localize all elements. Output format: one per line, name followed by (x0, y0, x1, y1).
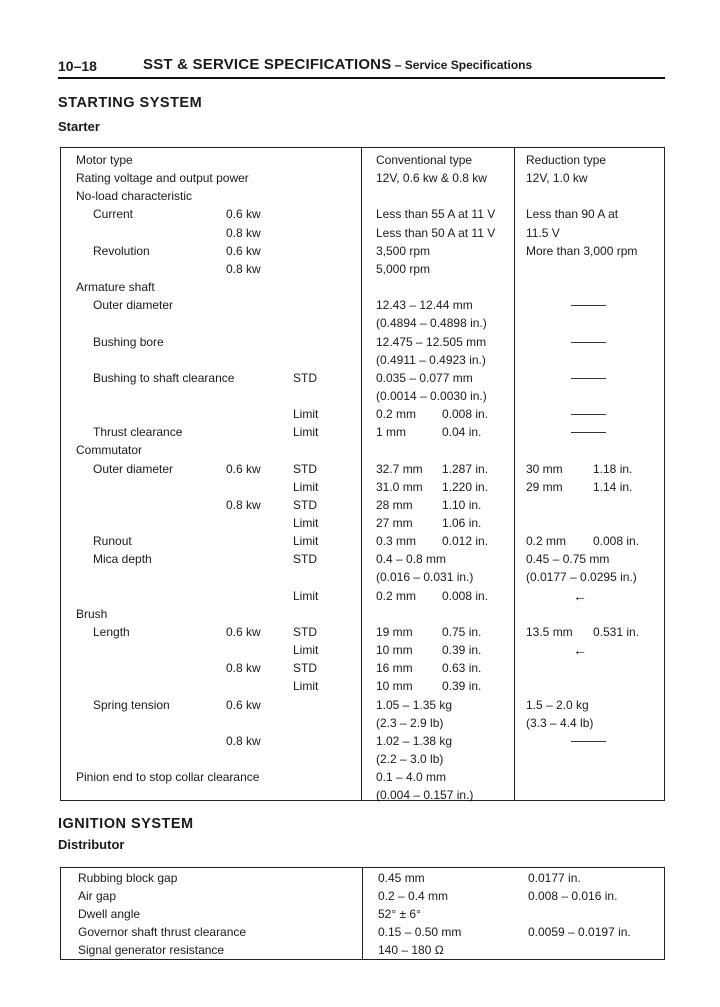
spec-label: No-load characteristic (76, 189, 193, 204)
conventional-imperial: 0.39 in. (442, 679, 482, 694)
page-number: 10–18 (58, 58, 97, 74)
spec-label: Pinion end to stop collar clearance (76, 770, 260, 785)
spec-label: Outer diameter (93, 298, 174, 313)
reduction-value: Reduction type (526, 153, 607, 167)
conventional-value: 3,500 rpm (376, 243, 431, 258)
table-divider (362, 867, 363, 960)
reduction-value: (0.0177 – 0.0295 in.) (526, 570, 637, 585)
reduction-imperial: 1.14 in. (593, 479, 633, 494)
metric-value: 0.15 – 0.50 mm (378, 925, 462, 939)
spec-label: Air gap (78, 889, 117, 903)
reduction-value: 11.5 V (526, 225, 560, 240)
metric-value: 0.45 mm (378, 871, 425, 885)
spec-label: Runout (93, 534, 132, 549)
output-rating: 0.6 kw (226, 697, 261, 712)
conventional-imperial: 0.04 in. (442, 425, 482, 440)
std-limit: STD (293, 661, 317, 676)
conventional-value: 19 mm (376, 624, 413, 639)
starter-subheading: Starter (58, 119, 100, 134)
same-as-above-arrow-icon: ← (573, 642, 587, 659)
imperial-value: 0.0059 – 0.0197 in. (528, 925, 631, 939)
conventional-value: 0.2 mm (376, 588, 417, 603)
distributor-subheading: Distributor (58, 837, 125, 852)
metric-value: 52° ± 6° (378, 907, 421, 921)
reduction-value: 13.5 mm (526, 624, 573, 639)
output-rating: 0.6 kw (226, 243, 261, 258)
spec-label: Bushing to shaft clearance (93, 370, 235, 385)
conventional-value: (2.3 – 2.9 lb) (376, 715, 444, 730)
reduction-value: 0.45 – 0.75 mm (526, 552, 610, 567)
output-rating: 0.6 kw (226, 624, 261, 639)
conventional-value: 31.0 mm (376, 479, 423, 494)
conventional-value: Less than 55 A at 11 V (376, 207, 496, 222)
std-limit: Limit (293, 679, 319, 694)
conventional-value: (0.0014 – 0.0030 in.) (376, 388, 487, 403)
imperial-value: 0.0177 in. (528, 871, 581, 885)
ignition-system-heading: IGNITION SYSTEM (58, 816, 194, 832)
header-title-text: SST & SERVICE SPECIFICATIONS (143, 56, 392, 73)
output-rating: 0.8 kw (226, 261, 261, 276)
reduction-value: 29 mm (526, 479, 563, 494)
conventional-imperial: 0.75 in. (442, 624, 482, 639)
conventional-imperial: 0.008 in. (442, 407, 489, 422)
conventional-value: 12.43 – 12.44 mm (376, 298, 473, 313)
reduction-imperial: 0.531 in. (593, 624, 640, 639)
reduction-value: 30 mm (526, 461, 563, 476)
reduction-value: More than 3,000 rpm (526, 243, 638, 258)
spec-label: Commutator (76, 443, 143, 458)
conventional-value: 32.7 mm (376, 461, 423, 476)
conventional-value: Less than 50 A at 11 V (376, 225, 496, 240)
conventional-value: 0.3 mm (376, 534, 417, 549)
reduction-imperial: 0.008 in. (593, 534, 640, 549)
conventional-value: (2.2 – 3.0 lb) (376, 751, 444, 766)
conventional-imperial: 1.287 in. (442, 461, 489, 476)
conventional-value: 28 mm (376, 497, 413, 512)
output-rating: 0.8 kw (226, 661, 261, 676)
spec-label: Signal generator resistance (78, 943, 225, 957)
output-rating: 0.6 kw (226, 207, 261, 222)
spec-label: Length (93, 624, 130, 639)
spec-label: Bushing bore (93, 334, 164, 349)
conventional-value: (0.016 – 0.031 in.) (376, 570, 474, 585)
std-limit: STD (293, 624, 317, 639)
conventional-imperial: 0.63 in. (442, 661, 482, 676)
spec-label: Mica depth (93, 552, 152, 567)
conventional-value: 27 mm (376, 516, 413, 530)
spec-label: Current (93, 207, 134, 222)
conventional-value: 5,000 rpm (376, 261, 431, 276)
conventional-value: 10 mm (376, 643, 413, 658)
output-rating: 0.8 kw (226, 733, 261, 748)
conventional-imperial: 0.008 in. (442, 588, 489, 603)
not-applicable-dash (571, 305, 606, 306)
reduction-value: 0.2 mm (526, 534, 567, 549)
std-limit: Limit (293, 516, 319, 530)
reduction-value: Less than 90 A at (526, 207, 619, 222)
table-divider (514, 147, 515, 801)
spec-label: Brush (76, 606, 108, 621)
conventional-imperial: 1.10 in. (442, 497, 482, 512)
not-applicable-dash (571, 432, 606, 433)
not-applicable-dash (571, 741, 606, 742)
std-limit: Limit (293, 588, 319, 603)
spec-label: Dwell angle (78, 907, 141, 921)
output-rating: 0.8 kw (226, 225, 261, 240)
conventional-value: 16 mm (376, 661, 413, 676)
spec-label: Spring tension (93, 697, 170, 712)
imperial-value: 0.008 – 0.016 in. (528, 889, 618, 903)
output-rating: 0.8 kw (226, 497, 261, 512)
conventional-value: (0.4911 – 0.4923 in.) (376, 352, 486, 367)
output-rating: 0.6 kw (226, 461, 261, 476)
spec-label: Outer diameter (93, 461, 174, 476)
spec-label: Revolution (93, 243, 150, 258)
not-applicable-dash (571, 342, 606, 343)
conventional-imperial: 1.220 in. (442, 479, 489, 494)
reduction-imperial: 1.18 in. (593, 461, 633, 476)
std-limit: STD (293, 497, 317, 512)
starting-system-heading: STARTING SYSTEM (58, 95, 203, 111)
conventional-value: 12V, 0.6 kw & 0.8 kw (376, 171, 487, 186)
conventional-value: (0.004 – 0.157 in.) (376, 788, 474, 803)
metric-value: 0.2 – 0.4 mm (378, 889, 449, 903)
conventional-value: 1 mm (376, 425, 406, 440)
reduction-value: 12V, 1.0 kw (526, 171, 588, 186)
spec-label: Rubbing block gap (78, 871, 178, 885)
std-limit: STD (293, 370, 317, 385)
page-header-title (143, 56, 532, 73)
conventional-imperial: 0.39 in. (442, 643, 482, 658)
conventional-value: 0.035 – 0.077 mm (376, 370, 473, 385)
std-limit: STD (293, 461, 317, 476)
std-limit: Limit (293, 407, 319, 422)
header-subtitle: – Service Specifications (391, 58, 533, 72)
conventional-value: 0.2 mm (376, 407, 417, 422)
conventional-value: (0.4894 – 0.4898 in.) (376, 316, 487, 331)
spec-label: Governor shaft thrust clearance (78, 925, 247, 939)
reduction-value: 1.5 – 2.0 kg (526, 697, 589, 712)
spec-label: Thrust clearance (93, 425, 183, 440)
std-limit: Limit (293, 479, 319, 494)
std-limit: STD (293, 552, 317, 567)
conventional-value: 1.05 – 1.35 kg (376, 697, 453, 712)
conventional-value: 10 mm (376, 679, 413, 694)
std-limit: Limit (293, 425, 319, 440)
spec-label: Armature shaft (76, 280, 155, 295)
conventional-value: 12.475 – 12.505 mm (376, 334, 487, 349)
not-applicable-dash (571, 378, 606, 379)
conventional-value: 0.1 – 4.0 mm (376, 770, 447, 785)
conventional-imperial: 0.012 in. (442, 534, 489, 549)
table-divider (361, 147, 362, 801)
conventional-value: Conventional type (376, 153, 473, 167)
conventional-value: 1.02 – 1.38 kg (376, 733, 453, 748)
not-applicable-dash (571, 414, 606, 415)
conventional-imperial: 1.06 in. (442, 516, 482, 530)
spec-label: Rating voltage and output power (76, 171, 249, 186)
header-rule (58, 77, 665, 79)
metric-value: 140 – 180 Ω (378, 943, 444, 957)
std-limit: Limit (293, 534, 319, 549)
std-limit: Limit (293, 643, 319, 658)
reduction-value: (3.3 – 4.4 lb) (526, 715, 594, 730)
conventional-value: 0.4 – 0.8 mm (376, 552, 447, 567)
spec-label: Motor type (76, 153, 133, 167)
same-as-above-arrow-icon: ← (573, 587, 587, 604)
